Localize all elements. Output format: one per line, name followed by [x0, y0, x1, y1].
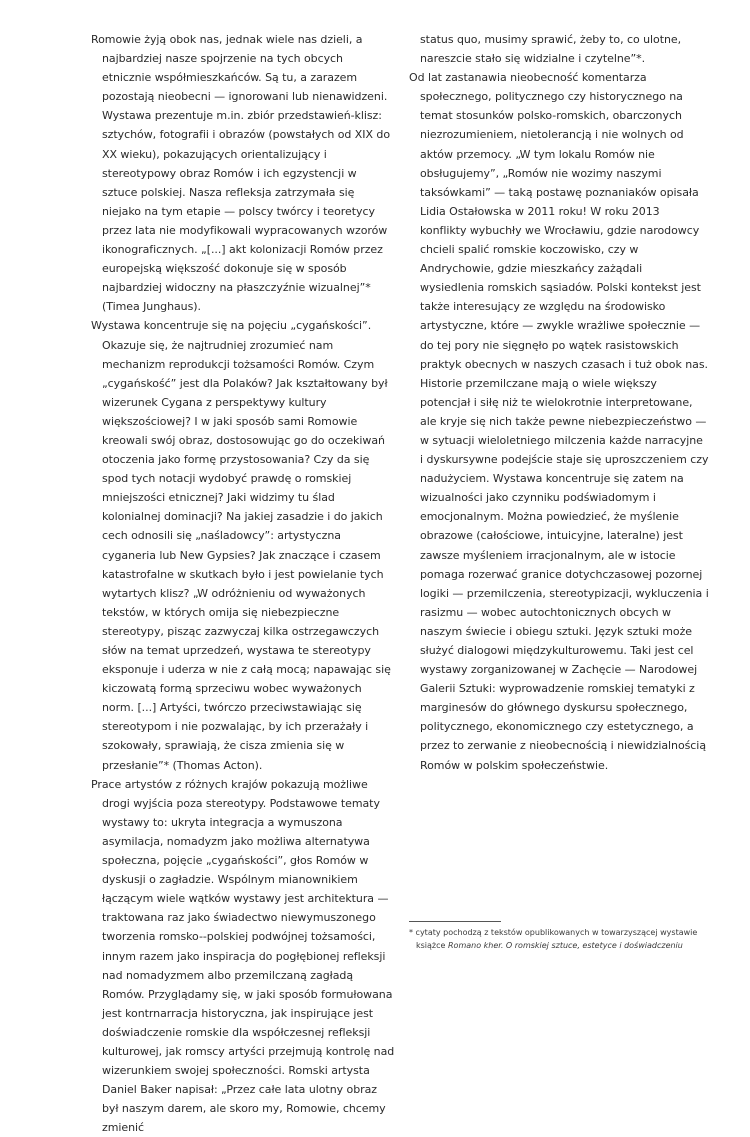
right-column [409, 30, 709, 775]
footnote [409, 926, 716, 952]
paragraph: Wystawa koncentruje się na pojęciu „cygańskości”. Okazuje się, że najtrudniej zrozumieć nam mechanizm reprodukcji tożsamości Romów. Czym „cygańskość” jest dla Polaków? Jak kształtowany był wizerunek Cygana z perspektywy kultury większościowej? I w jaki sposób sami Romowie kreowali swój obraz, dostosowując go do oczekiwań otoczenia jako formę przystosowania? Czy da się spod tych notacji wydobyć prawdę o romskiej mniejszości etnicznej? Jaki widzimy tu ślad kolonialnej dominacji? Na jakiej zasadzie i do jakich cech odnosili się „naśladowcy”: artystyczna cyganeria lub New Gypsies? Jak znaczące i czasem katastrofalne w skutkach było i jest powielanie tych wytartych klisz? „W odróżnieniu od wyważonych tekstów, w których omija się niebezpieczne stereotypy, pisząc zazwyczaj kilka ostrzegawczych słów na temat uprzedzeń, wystawa te stereotypy eksponuje i uderza w nie z całą mocą; napawając się kiczowatą formą sprzeciwu wobec wyważonych norm. [...] Artyści, twórczo przeciwstawiając się stereotypom i nie pozwalając, by ich przerażały i szokowały, sprawiają, że cisza zmienia się w przesłanie”* (Thomas Acton). [91, 319, 391, 772]
footnote-divider [409, 921, 501, 922]
paragraph: Prace artystów z różnych krajów pokazują możliwe drogi wyjścia poza stereotypy. Podstawowe tematy wystawy to: ukryta integracja a wymuszona asymilacja, nomadyzm jako możliwa alternatywa społeczna, pojęcie „cygańskości”, głos Romów w dyskusji o zagładzie. Wspólnym mianownikiem łączącym wiele wątków wystawy jest architektura — traktowana raz jako świadectwo niewymuszonego tworzenia romsko--polskiej podwójnej tożsamości, innym razem jako inspiracja do pogłębionej refleksji nad nomadyzmem albo przemilczaną zagładą Romów. Przyglądamy się, w jaki sposób formułowana jest kontrnarracja historyczna, jak inspirujące jest doświadczenie romskie dla współczesnej refleksji kulturowej, jak romscy artyści przejmują kontrolę nad wizerunkiem swojej społeczności. Romski artysta Daniel Baker napisał: „Przez całe lata ulotny obraz był naszym darem, ale skoro my, Romowie, chcemy zmienić [91, 777, 395, 1135]
paragraph-continuation: status quo, musimy sprawić, żeby to, co ulotne, nareszcie stało się widzialne i czytelne”*. [420, 33, 682, 66]
footnote-book-title: Romano kher. O romskiej sztuce, estetyce i doświadczeniu [448, 941, 683, 950]
paragraph: Od lat zastanawia nieobecność komentarza społecznego, politycznego czy historycznego na temat stosunków polsko-romskich, obarczonych niezrozumieniem, nietolerancją i nie wolnych od aktów przemocy. „W tym lokalu Romów nie obsługujemy”, „Romów nie wozimy naszymi taksówkami” — taką postawę poznaniaków opisała Lidia Ostałowska w 2011 roku! W roku 2013 konflikty wybuchły we Wrocławiu, gdzie narodowcy chcieli spalić romskie koczowisko, czy w Andrychowie, gdzie mieszkańcy zażądali wysiedlenia romskich sąsiadów. Polski kontekst jest także interesujący ze względu na środowisko artystyczne, które — zwykle wrażliwe społecznie — do tej pory nie sięgnęło po wątek rasistowskich praktyk obecnych w naszych czasach i tuż obok nas. Historie przemilczane mają o wiele większy potencjał i siłę niż te wielokrotnie interpretowane, ale kryje się nich także pewne niebezpieczeństwo — w sytuacji wieloletniego milczenia każde narracyjne i dyskursywne podejście staje się uproszczeniem czy nadużyciem. Wystawa koncentruje się zatem na wizualności jako czynniku podświadomym i emocjonalnym. Można powiedzieć, że myślenie obrazowe (całościowe, intuicyjne, lateralne) jest zawsze myśleniem irracjonalnym, ale w istocie pomaga rozerwać granice dotychczasowej pozornej logiki — przemilczenia, stereotypizacji, wykluczenia i rasizmu — wobec autochtonicznych obcych w naszym świecie i obiegu sztuki. Język sztuki może służyć dialogowi międzykulturowemu. Taki jest cel wystawy zorganizowanej w Zachęcie — Narodowej Galerii Sztuki: wyprowadzenie romskiej tematyki z marginesów do głównego dyskursu społecznego, politycznego, ekonomicznego czy estetycznego, a przez to zerwanie z nieobecnością i niewidzialnością Romów w polskim społeczeństwie. [409, 71, 709, 772]
footnote-text: * cytaty pochodzą z tekstów opublikowanych w towarzyszącej wystawie książce [409, 928, 698, 950]
left-column [91, 30, 395, 1137]
paragraph: Romowie żyją obok nas, jednak wiele nas dzieli, a najbardziej nasze spojrzenie na tych obcych etnicznie współmieszkańców. Są tu, a zarazem pozostają nieobecni — ignorowani lub nienawidzeni. Wystawa prezentuje m.in. zbiór przedstawień-klisz: sztychów, fotografii i obrazów (powstałych od XIX do XX wieku), pokazujących orientalizujący i stereotypowy obraz Romów i ich egzystencji w sztuce polskiej. Nasza refleksja zatrzymała się niejako na tym etapie — polscy twórcy i teoretycy przez lata nie modyfikowali wypracowanych wzorów ikonograficznych. „[...] akt kolonizacji Romów przez europejską większość dokonuje się w sposób najbardziej widoczny na płaszczyźnie wizualnej”* (Timea Junghaus). [91, 33, 391, 314]
